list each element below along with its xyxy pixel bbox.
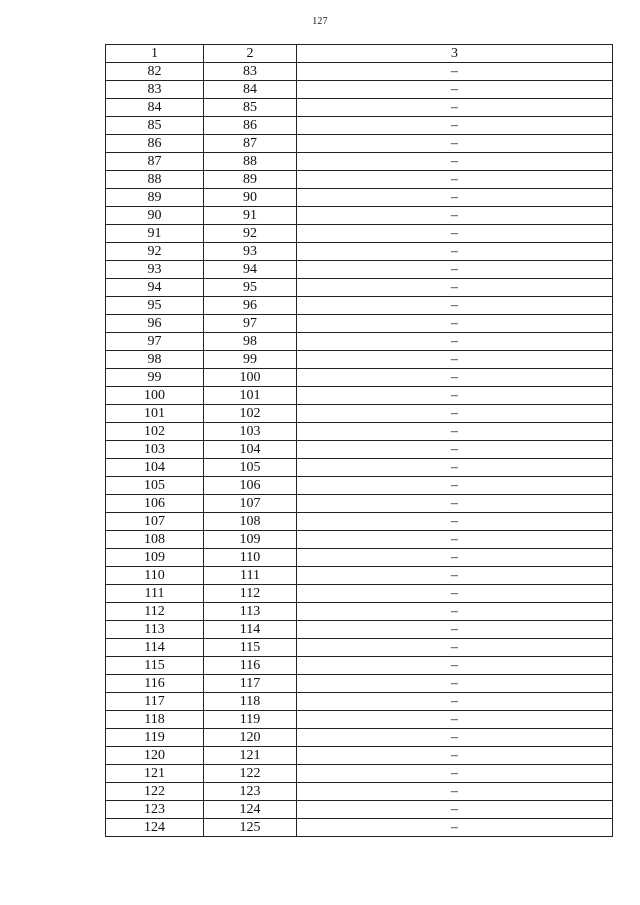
table-cell-col-2: 115 (204, 639, 297, 657)
table-row (106, 693, 613, 711)
table-cell-col-2: 114 (204, 621, 297, 639)
table-row (106, 459, 613, 477)
table-cell-col-1: 100 (106, 387, 204, 405)
table-cell-col-3: – (297, 783, 613, 801)
table-row (106, 117, 613, 135)
table-cell-col-1: 109 (106, 549, 204, 567)
table-cell-col-1: 84 (106, 99, 204, 117)
table-cell-col-1: 94 (106, 279, 204, 297)
table-row (106, 423, 613, 441)
table-row (106, 351, 613, 369)
table-cell-col-3: – (297, 621, 613, 639)
table-row (106, 657, 613, 675)
table-cell-col-2: 87 (204, 135, 297, 153)
table-cell-col-2: 101 (204, 387, 297, 405)
table-cell-col-1: 122 (106, 783, 204, 801)
table-cell-col-3: – (297, 423, 613, 441)
table-row (106, 675, 613, 693)
table-cell-col-2: 119 (204, 711, 297, 729)
table-cell-col-2: 96 (204, 297, 297, 315)
table-row (106, 189, 613, 207)
table-cell-col-1: 97 (106, 333, 204, 351)
table-cell-col-3: – (297, 459, 613, 477)
table-cell-col-3: – (297, 171, 613, 189)
table-cell-col-1: 106 (106, 495, 204, 513)
table-cell-col-3: – (297, 567, 613, 585)
table-cell-col-2: 90 (204, 189, 297, 207)
table-cell-col-2: 109 (204, 531, 297, 549)
table-cell-col-2: 84 (204, 81, 297, 99)
table-row (106, 243, 613, 261)
table-cell-col-2: 112 (204, 585, 297, 603)
table-cell-col-2: 105 (204, 459, 297, 477)
table-cell-col-1: 103 (106, 441, 204, 459)
table-cell-col-1: 123 (106, 801, 204, 819)
table-cell-col-1: 105 (106, 477, 204, 495)
table-cell-col-1: 114 (106, 639, 204, 657)
table-cell-col-1: 120 (106, 747, 204, 765)
table-row (106, 729, 613, 747)
table-cell-col-2: 93 (204, 243, 297, 261)
table-cell-col-3: – (297, 117, 613, 135)
table-row (106, 387, 613, 405)
table-cell-col-1: 92 (106, 243, 204, 261)
header-row (106, 45, 613, 63)
table-cell-col-1: 115 (106, 657, 204, 675)
table-cell-col-2: 91 (204, 207, 297, 225)
table-cell-col-1: 85 (106, 117, 204, 135)
table-cell-col-3: – (297, 513, 613, 531)
page-number: 127 (312, 16, 328, 27)
table-cell-col-2: 113 (204, 603, 297, 621)
table-cell-col-2: 107 (204, 495, 297, 513)
table-row (106, 135, 613, 153)
table-cell-col-2: 85 (204, 99, 297, 117)
table-cell-col-2: 122 (204, 765, 297, 783)
table-cell-col-1: 102 (106, 423, 204, 441)
table-cell-col-2: 97 (204, 315, 297, 333)
table-cell-col-1: 113 (106, 621, 204, 639)
table-row (106, 441, 613, 459)
table-cell-col-1: 88 (106, 171, 204, 189)
table-cell-col-2: 103 (204, 423, 297, 441)
table-row (106, 63, 613, 81)
table-cell-col-1: 90 (106, 207, 204, 225)
table-cell-col-3: – (297, 189, 613, 207)
table-cell-col-2: 110 (204, 549, 297, 567)
data-table (105, 44, 613, 837)
table-row (106, 477, 613, 495)
table-cell-col-2: 125 (204, 819, 297, 837)
table-row (106, 153, 613, 171)
column-header-3: 3 (297, 45, 613, 63)
table-cell-col-3: – (297, 675, 613, 693)
table-row (106, 261, 613, 279)
table-row (106, 405, 613, 423)
table-cell-col-3: – (297, 369, 613, 387)
table-cell-col-2: 117 (204, 675, 297, 693)
table-cell-col-1: 83 (106, 81, 204, 99)
table-row (106, 747, 613, 765)
table-cell-col-1: 111 (106, 585, 204, 603)
table-cell-col-1: 121 (106, 765, 204, 783)
table-cell-col-2: 124 (204, 801, 297, 819)
table-row (106, 297, 613, 315)
table-cell-col-2: 83 (204, 63, 297, 81)
table-cell-col-3: – (297, 243, 613, 261)
table-cell-col-2: 118 (204, 693, 297, 711)
table-cell-col-3: – (297, 225, 613, 243)
table-cell-col-2: 121 (204, 747, 297, 765)
table-cell-col-3: – (297, 351, 613, 369)
table-row (106, 621, 613, 639)
table-cell-col-3: – (297, 387, 613, 405)
table-row (106, 783, 613, 801)
table-row (106, 171, 613, 189)
table-cell-col-3: – (297, 531, 613, 549)
table-cell-col-2: 98 (204, 333, 297, 351)
table-cell-col-2: 95 (204, 279, 297, 297)
table-cell-col-3: – (297, 405, 613, 423)
table-cell-col-3: – (297, 441, 613, 459)
column-header-1: 1 (106, 45, 204, 63)
table-cell-col-2: 104 (204, 441, 297, 459)
table-cell-col-3: – (297, 333, 613, 351)
table-cell-col-2: 116 (204, 657, 297, 675)
table-cell-col-1: 116 (106, 675, 204, 693)
table-row (106, 819, 613, 837)
table-cell-col-2: 106 (204, 477, 297, 495)
table-cell-col-1: 101 (106, 405, 204, 423)
table-cell-col-3: – (297, 603, 613, 621)
table-cell-col-1: 86 (106, 135, 204, 153)
table-cell-col-1: 112 (106, 603, 204, 621)
table-row (106, 279, 613, 297)
table-cell-col-2: 99 (204, 351, 297, 369)
table-cell-col-3: – (297, 549, 613, 567)
table-cell-col-2: 92 (204, 225, 297, 243)
table-cell-col-1: 82 (106, 63, 204, 81)
table-row (106, 603, 613, 621)
table-cell-col-1: 91 (106, 225, 204, 243)
table-cell-col-1: 110 (106, 567, 204, 585)
table-row (106, 495, 613, 513)
table-cell-col-2: 89 (204, 171, 297, 189)
table-cell-col-3: – (297, 495, 613, 513)
table-cell-col-3: – (297, 81, 613, 99)
table-cell-col-3: – (297, 135, 613, 153)
table-cell-col-3: – (297, 153, 613, 171)
table-cell-col-3: – (297, 693, 613, 711)
table-cell-col-1: 117 (106, 693, 204, 711)
table-row (106, 99, 613, 117)
table-row (106, 369, 613, 387)
table-cell-col-1: 89 (106, 189, 204, 207)
table-row (106, 567, 613, 585)
table-cell-col-3: – (297, 657, 613, 675)
table-row (106, 585, 613, 603)
table-cell-col-2: 94 (204, 261, 297, 279)
table-cell-col-1: 104 (106, 459, 204, 477)
table-cell-col-3: – (297, 711, 613, 729)
table-cell-col-2: 120 (204, 729, 297, 747)
table-row (106, 639, 613, 657)
table-cell-col-2: 123 (204, 783, 297, 801)
table-cell-col-1: 119 (106, 729, 204, 747)
table-cell-col-1: 87 (106, 153, 204, 171)
table-cell-col-1: 107 (106, 513, 204, 531)
table-row (106, 225, 613, 243)
table-cell-col-3: – (297, 801, 613, 819)
table-cell-col-3: – (297, 315, 613, 333)
table-cell-col-2: 108 (204, 513, 297, 531)
table-row (106, 333, 613, 351)
table-row (106, 531, 613, 549)
table-cell-col-1: 98 (106, 351, 204, 369)
column-header-2: 2 (204, 45, 297, 63)
table-cell-col-3: – (297, 819, 613, 837)
table-row (106, 711, 613, 729)
table-cell-col-1: 93 (106, 261, 204, 279)
table-cell-col-3: – (297, 765, 613, 783)
table-cell-col-1: 108 (106, 531, 204, 549)
table-row (106, 801, 613, 819)
table-cell-col-3: – (297, 585, 613, 603)
table-cell-col-1: 96 (106, 315, 204, 333)
table-cell-col-3: – (297, 261, 613, 279)
table-cell-col-1: 124 (106, 819, 204, 837)
table-cell-col-3: – (297, 297, 613, 315)
table-cell-col-1: 95 (106, 297, 204, 315)
table-row (106, 765, 613, 783)
table-cell-col-3: – (297, 207, 613, 225)
table-cell-col-3: – (297, 477, 613, 495)
table-row (106, 549, 613, 567)
table-cell-col-2: 102 (204, 405, 297, 423)
table-cell-col-2: 86 (204, 117, 297, 135)
table-body (106, 63, 613, 837)
table-cell-col-2: 100 (204, 369, 297, 387)
table-cell-col-3: – (297, 63, 613, 81)
table-cell-col-2: 88 (204, 153, 297, 171)
table-cell-col-3: – (297, 729, 613, 747)
table-row (106, 513, 613, 531)
table-row (106, 81, 613, 99)
table-cell-col-3: – (297, 747, 613, 765)
table-cell-col-3: – (297, 99, 613, 117)
table-cell-col-1: 99 (106, 369, 204, 387)
table-cell-col-2: 111 (204, 567, 297, 585)
table-cell-col-1: 118 (106, 711, 204, 729)
table-cell-col-3: – (297, 639, 613, 657)
table-row (106, 315, 613, 333)
table-row (106, 207, 613, 225)
table-header (106, 45, 613, 63)
table-cell-col-3: – (297, 279, 613, 297)
